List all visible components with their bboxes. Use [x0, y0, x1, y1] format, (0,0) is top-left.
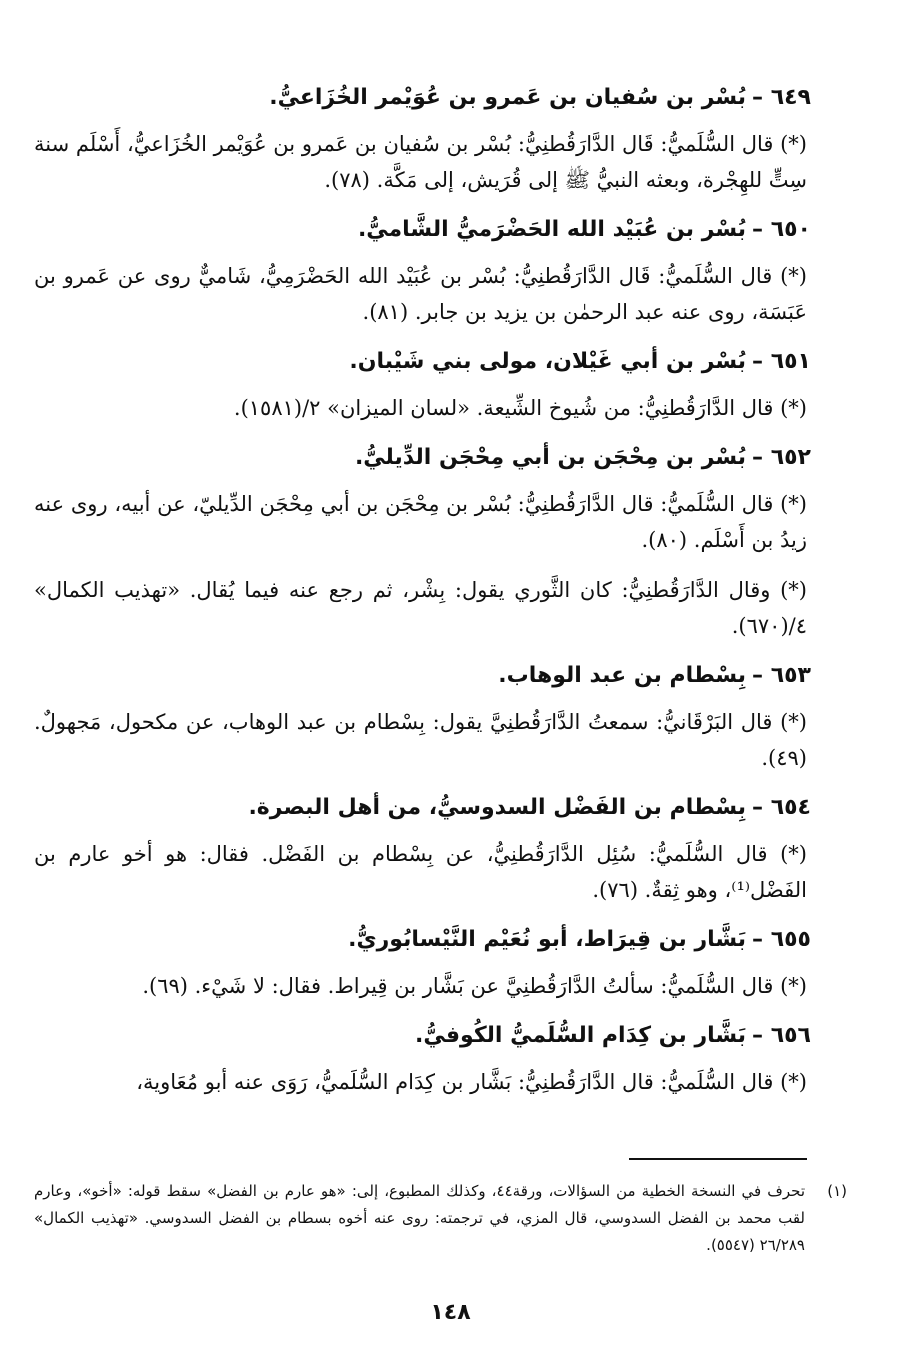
entry-number: ٦٤٩ – [752, 85, 811, 110]
entry-title: بَشَّار بن كِدَام السُّلَميُّ الكُوفيُّ. [415, 1023, 747, 1048]
entry-paragraph: (*) قال السُّلَميُّ: قال الدَّارَقُطنِيُّ: بُسْر بن مِحْجَن بن أبي مِحْجَن الدِّيليّ، عن أبيه، روى عنه زيدُ بن أَسْلَم. (٨٠). [34, 492, 807, 552]
entry-heading [34, 212, 811, 248]
entry-paragraph: (*) قال السُّلَميُّ: سُئِل الدَّارَقُطنِيُّ، عن بِسْطام بن الفَضْل. فقال: هو أخو عارم بن الفَضْل⁽¹⁾، وهو ثِقةٌ. (٧٦). [34, 842, 807, 902]
footnote [34, 1178, 847, 1259]
entry-paragraph: (*) قال السُّلَميُّ: سألتُ الدَّارَقُطنِيَّ عن بَشَّار بن قِيراط. فقال: لا شَيْء. (٦٩). [142, 974, 807, 998]
entry-title: بَشَّار بن قِيرَاط، أبو نُعَيْم النَّيْسابُوريُّ. [348, 927, 747, 952]
entry-654 [34, 790, 811, 908]
entry-paragraph: (*) قال البَرْقَانيُّ: سمعتُ الدَّارَقُطنِيَّ يقول: بِسْطام بن عبد الوهاب، عن مكحول، مَجهولٌ. (٤٩). [34, 710, 807, 770]
entry-paragraph: (*) قال السُّلَميُّ: قَال الدَّارَقُطنِيُّ: بُسْر بن عُبَيْد الله الحَضْرَمِيُّ، شَاميٌّ روى عن عَمرو بن عَبَسَة، روى عنه عبد الرحمٰن بن يزيد بن جابر. (٨١). [34, 264, 807, 324]
entry-title: بُسْر بن عُبَيْد الله الحَضْرَميُّ الشَّاميُّ. [357, 217, 747, 242]
entry-649 [34, 80, 811, 198]
footnote-divider [629, 1158, 807, 1160]
entry-heading [34, 440, 811, 476]
entry-number: ٦٥٤ – [752, 795, 811, 820]
entry-heading [34, 658, 811, 694]
entry-number: ٦٥١ – [752, 349, 811, 374]
page-number: ١٤٨ [430, 1300, 471, 1325]
entry-paragraph: (*) قال السُّلَميُّ: قال الدَّارَقُطنِيُّ: بَشَّار بن كِدَام السُّلَميُّ، رَوَى عنه أبو مُعَاوية، [136, 1070, 807, 1094]
footnote-number: (١) [827, 1182, 847, 1200]
entry-title: بِسْطام بن عبد الوهاب. [498, 663, 747, 688]
entry-paragraph: (*) وقال الدَّارَقُطنِيُّ: كان الثَّوري يقول: بِشْر، ثم رجع عنه فيما يُقال. «تهذيب الكمال» ٤/(٦٧٠). [34, 578, 807, 638]
entry-heading [34, 1018, 811, 1054]
entry-number: ٦٥٠ – [752, 217, 811, 242]
main-content [34, 80, 811, 1114]
entry-paragraph: (*) قال الدَّارَقُطنِيُّ: من شُيوخ الشِّيعة. «لسان الميزان» ٢/(١٥٨١). [233, 396, 807, 420]
entry-653 [34, 658, 811, 776]
entry-652 [34, 440, 811, 644]
entry-number: ٦٥٢ – [752, 445, 811, 470]
entry-title: بُسْر بن أبي غَيْلان، مولى بني شَيْبان. [349, 349, 747, 374]
entry-title: بُسْر بن مِحْجَن بن أبي مِحْجَن الدِّيليُّ. [354, 445, 747, 470]
entry-title: بُسْر بن سُفيان بن عَمرو بن عُوَيْمر الخُزَاعيُّ. [269, 85, 747, 110]
entry-heading [34, 790, 811, 826]
entry-651 [34, 344, 811, 426]
entry-title: بِسْطام بن الفَضْل السدوسيُّ، من أهل البصرة. [248, 795, 747, 820]
entry-number: ٦٥٦ – [752, 1023, 811, 1048]
footnote-text: تحرف في النسخة الخطية من السؤالات، ورقة٤٤، وكذلك المطبوع، إلى: «هو عارم بن الفضل» سقط قوله: «أخو»، وعارم لقب محمد بن الفضل السدوسي، قال المزي، في ترجمته: روى عنه أخوه بسطام بن الفضل السدوسي. «تهذيب الكمال» ٢٦/٢٨٩ (٥٥٤٧). [34, 1182, 805, 1254]
entry-heading [34, 922, 811, 958]
entry-paragraph: (*) قال السُّلَميُّ: قَال الدَّارَقُطنِيُّ: بُسْر بن سُفيان بن عَمرو بن عُوَيْمر الخُزَاعيُّ، أَسْلَم سنة سِتٍّ للهِجْرة، وبعثه النبيُّ ﷺ إلى قُرَيش، إلى مَكَّة. (٧٨). [34, 132, 808, 192]
entry-number: ٦٥٥ – [752, 927, 811, 952]
entry-heading [34, 344, 811, 380]
entry-heading [34, 80, 811, 116]
entry-656 [34, 1018, 811, 1100]
entry-650 [34, 212, 811, 330]
entry-655 [34, 922, 811, 1004]
entry-number: ٦٥٣ – [752, 663, 811, 688]
